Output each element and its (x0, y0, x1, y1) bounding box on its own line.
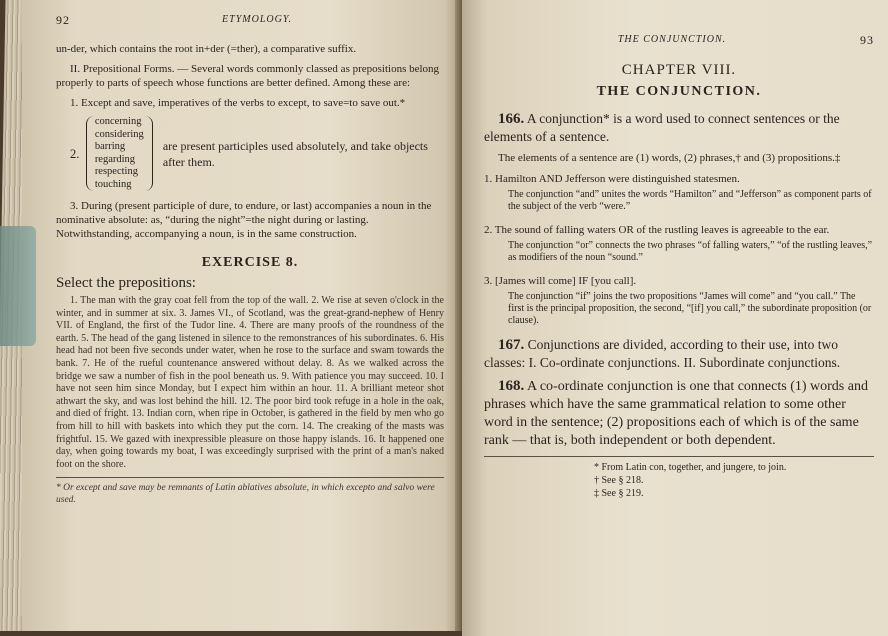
right-page (462, 0, 888, 636)
participle-word: considering (94, 128, 144, 140)
item-2-desc: are present participles used absolutely, and take objects after them. (162, 138, 428, 169)
bookmark-tab (0, 226, 36, 346)
exercise-title: EXERCISE 8. (201, 255, 299, 270)
section-168-number: 168. (498, 377, 525, 394)
left-page (22, 0, 462, 631)
participle-word: regarding (94, 153, 136, 165)
right-footnote-rule (484, 456, 874, 457)
right-head-title: THE CONJUNCTION. (617, 34, 727, 45)
section-168-text: A co-ordinate conjunction is one that connects (1) words and phrases which have the same grammatical relation to some other word in the sentence; (2) propositions each of which is of the same rank — that is, both independent or both dependent. (484, 378, 868, 448)
exercise-text: 1. The man with the gray coat fell from the top of the wall. 2. We rise at seven o'clock in the winter, and in summer at six. 3. James VI., of Scotland, was the great-grand-nephew of Henry VII. of England, the first of the Tudor line. 4. There are many proofs of the roundness of the earth. 5. The head of the gang listened in silence to the remonstrances of his subordinates. 6. His head had not been five seconds under water, when he rose to the surface and swam towards the bank. 7. He of the rueful countenance answered without delay. 8. As we walked across the bridge we saw a number of fish in the pool beneath us. 9. With patience you may succeed. 10. I have not seen him since Monday, but I expect him within an hour. 11. A brilliant meteor shot athwart the sky, and was lost behind the hill. 12. The poor bird took refuge in a hole in the oak, and died of fright. 13. Indian corn, when ripe in October, is gathered in the field by men who go from hill to hill with baskets into which they put the corn. 14. The creaking of the masts was frightful. 15. We gazed with inexpressible pleasure on those happy islands. 16. It happened one day, when going towards my boat, I was exceedingly surprised with the print of a man's naked foot on the shore. (56, 295, 444, 470)
participle-word: concerning (94, 116, 142, 127)
participle-word: barring (94, 141, 126, 152)
section-168 (484, 377, 874, 450)
section-167 (484, 336, 874, 371)
left-page-number: 92 (56, 13, 70, 27)
example-1: 1. Hamilton AND Jefferson were distinguished statesmen. (484, 173, 740, 185)
example-1-explanation: The conjunction “and” unites the words “Hamilton” and “Jefferson” as component parts of the subject of the verb “were.” (508, 189, 872, 213)
footnote-item: † See § 218. (594, 474, 644, 486)
participle-word: touching (94, 178, 132, 190)
example-3-explanation: The conjunction “if” joins the two propositions “James will come” and “you call.” The first is the principal proposition, the second, “[if] you call,” the subordinate proposition (or clause). (508, 290, 872, 327)
chapter-title: THE CONJUNCTION. (596, 84, 762, 99)
participle-group (70, 116, 444, 191)
item-1: 1. Except and save, imperatives of the verbs to except, to save=to save out.* (70, 97, 406, 109)
left-head-title: ETYMOLOGY. (222, 14, 292, 25)
section-ii: II. Prepositional Forms. — Several words commonly classed as prepositions belong properly to parts of speech whose functions are better defined. Among these are: (56, 63, 440, 89)
section-166-text: A conjunction* is a word used to connect sentences or the elements of a sentence. (484, 111, 840, 144)
under-line: un-der, which contains the root in+der (=ther), a comparative suffix. (56, 43, 357, 55)
example-2: 2. The sound of falling waters OR of the rustling leaves is agreeable to the ear. (484, 223, 830, 236)
section-166-number: 166. (498, 111, 525, 127)
elements-line: The elements of a sentence are (1) words, (2) phrases,† and (3) propositions.‡ (498, 152, 841, 164)
item-2-number: 2. (70, 146, 80, 161)
footnote-rule (56, 477, 444, 478)
section-167-number: 167. (498, 336, 525, 353)
exercise-instruction: Select the prepositions: (56, 275, 196, 291)
example-3: 3. [James will come] IF [you call]. (484, 274, 637, 287)
right-footnotes (594, 461, 874, 500)
left-running-head (56, 12, 444, 28)
footnote-item: ‡ See § 219. (594, 487, 644, 499)
participle-word: respecting (94, 166, 138, 177)
left-footnote: * Or except and save may be remnants of Latin ablatives absolute, in which excepto and salvo were used. (56, 483, 435, 506)
chapter-number: CHAPTER VIII. (621, 62, 737, 78)
participle-list (86, 116, 153, 191)
item-3: 3. During (present participle of dure, to endure, or last) accompanies a noun in the nominative absolute: as, “during the night”=the night during or lasting. Notwithstanding, accompanying a noun, is in the same construction. (56, 200, 432, 240)
footnote-item: * From Latin con, together, and jungere, to join. (594, 461, 787, 473)
section-167-text: Conjunctions are divided, according to their use, into two classes: I. Co-ordinate conjunctions. II. Subordinate conjunctions. (484, 336, 841, 370)
right-running-head (484, 32, 874, 48)
example-2-explanation: The conjunction “or” connects the two phrases “of falling waters,” “of the rustling leaves,” as modifiers of the noun “sound.” (508, 239, 873, 264)
right-page-number: 93 (860, 33, 874, 47)
section-166 (484, 110, 874, 145)
